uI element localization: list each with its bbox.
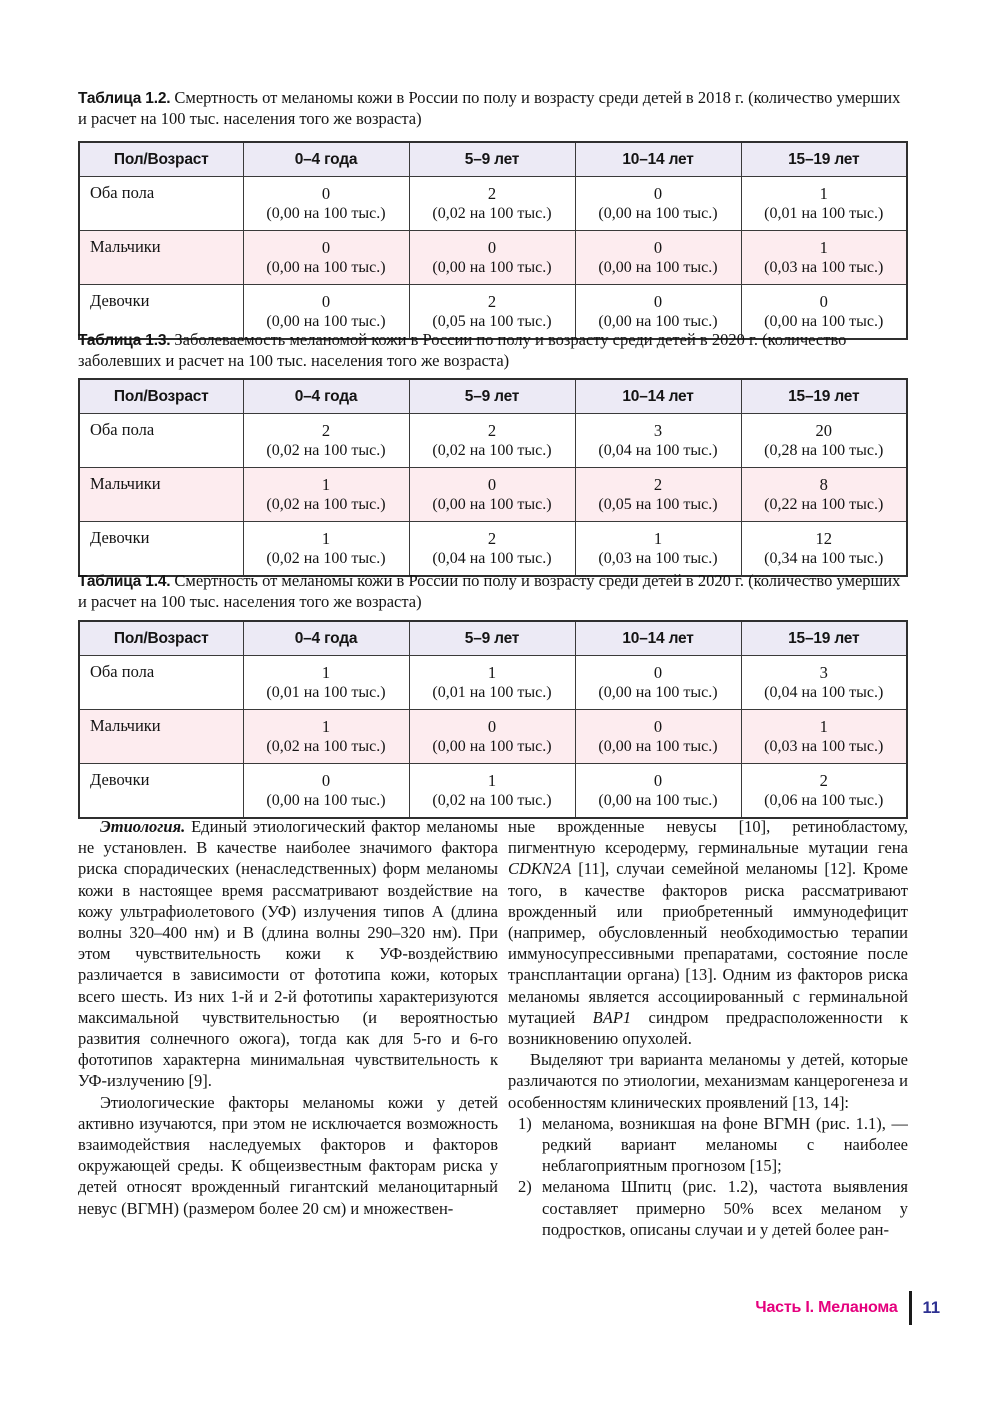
table-row xyxy=(79,764,907,819)
gene-cdkn2a: CDKN2A xyxy=(508,859,572,879)
cell-rate: (0,04 на 100 тыс.) xyxy=(764,683,884,701)
table-cell xyxy=(243,656,409,710)
cell-count: 8 xyxy=(819,474,828,494)
table-cell xyxy=(741,522,907,577)
column-header: 15–19 лет xyxy=(741,142,907,177)
table-row xyxy=(79,414,907,468)
table-header-row xyxy=(79,142,907,177)
row-label: Девочки xyxy=(79,285,243,340)
row-label: Оба пола xyxy=(79,177,243,231)
cell-count: 1 xyxy=(321,716,331,736)
column-header: 5–9 лет xyxy=(409,379,575,414)
cell-count: 0 xyxy=(653,770,663,790)
table-cell xyxy=(575,656,741,710)
table-cell xyxy=(575,414,741,468)
cell-count: 1 xyxy=(819,716,828,736)
cell-count: 0 xyxy=(819,291,828,311)
cell-rate: (0,02 на 100 тыс.) xyxy=(266,495,386,513)
melanoma-variants-list xyxy=(508,1113,908,1240)
list-item-text: меланома Шпитц (рис. 1.2), частота выявления составляет примерно 50% всех меланом у подростков, описаны случаи и у детей более ран- xyxy=(542,1177,908,1239)
table-cell xyxy=(741,468,907,522)
list-item-number: 2) xyxy=(518,1177,532,1197)
table-cell xyxy=(243,177,409,231)
cell-count: 2 xyxy=(819,770,828,790)
cell-rate: (0,03 на 100 тыс.) xyxy=(764,258,884,276)
list-item-number: 1) xyxy=(518,1113,532,1133)
paragraph-factors-continued xyxy=(508,816,908,1049)
table-1-4-caption xyxy=(78,571,910,611)
cell-count: 1 xyxy=(653,528,663,548)
table-cell xyxy=(243,468,409,522)
column-header: 5–9 лет xyxy=(409,142,575,177)
cell-rate: (0,04 на 100 тыс.) xyxy=(432,549,552,567)
cell-count: 0 xyxy=(487,237,497,257)
footer-section-label: Часть I. Меланома xyxy=(755,1299,898,1316)
table-cell xyxy=(741,414,907,468)
cell-rate: (0,00 на 100 тыс.) xyxy=(598,312,718,330)
table-header-row xyxy=(79,621,907,656)
cell-count: 0 xyxy=(653,291,663,311)
table-cell xyxy=(409,414,575,468)
column-header: 10–14 лет xyxy=(575,379,741,414)
cell-count: 1 xyxy=(819,183,828,203)
table-cell xyxy=(409,522,575,577)
table-cell xyxy=(243,710,409,764)
cell-rate: (0,22 на 100 тыс.) xyxy=(764,495,884,513)
table-cell xyxy=(741,710,907,764)
cell-rate: (0,02 на 100 тыс.) xyxy=(432,791,552,809)
cell-rate: (0,02 на 100 тыс.) xyxy=(266,441,386,459)
cell-rate: (0,00 на 100 тыс.) xyxy=(266,204,386,222)
table-cell xyxy=(575,231,741,285)
column-header: Пол/Возраст xyxy=(79,621,243,656)
page-number: 11 xyxy=(922,1298,940,1317)
column-header: 0–4 года xyxy=(243,142,409,177)
table-1-4-caption-text: Смертность от меланомы кожи в России по полу и возрасту среди детей в 2020 г. (количество умерших и расчет на 100 тыс. населения того же возраста) xyxy=(78,571,901,611)
gene-bap1: BAP1 xyxy=(592,1007,632,1027)
footer-divider xyxy=(909,1291,912,1325)
cell-count: 0 xyxy=(653,662,663,682)
table-row xyxy=(79,177,907,231)
cell-rate: (0,00 на 100 тыс.) xyxy=(266,258,386,276)
list-item xyxy=(508,1176,908,1240)
text-column-left xyxy=(78,816,498,1290)
table-1-3 xyxy=(78,378,908,577)
cell-count: 1 xyxy=(321,474,331,494)
row-label: Девочки xyxy=(79,522,243,577)
table-row-highlighted xyxy=(79,710,907,764)
cell-count: 1 xyxy=(819,237,828,257)
cell-count: 2 xyxy=(487,291,497,311)
table-cell xyxy=(741,231,907,285)
cell-count: 2 xyxy=(653,474,663,494)
cell-count: 1 xyxy=(487,662,497,682)
table-cell xyxy=(409,710,575,764)
cell-rate: (0,01 на 100 тыс.) xyxy=(764,204,884,222)
table-1-3-caption xyxy=(78,330,910,370)
etiology-lead: Этиология. xyxy=(100,817,186,836)
table-1-3-caption-text: Заболеваемость меланомой кожи в России по полу и возрасту среди детей в 2020 г. (количество заболевших и расчет на 100 тыс. населения того же возраста) xyxy=(78,330,847,370)
factors-text: синдром предрасположенности к возникновению опухолей. xyxy=(508,1007,908,1049)
list-item-text: меланома, возникшая на фоне ВГМН (рис. 1.1), — редкий вариант меланомы с наиболее неблагоприятным прогнозом [15]; xyxy=(542,1113,908,1176)
row-label: Мальчики xyxy=(79,468,243,522)
cell-count: 1 xyxy=(321,662,331,682)
cell-count: 0 xyxy=(487,474,497,494)
cell-count: 3 xyxy=(653,420,663,440)
cell-rate: (0,00 на 100 тыс.) xyxy=(598,737,718,755)
cell-rate: (0,00 на 100 тыс.) xyxy=(598,683,718,701)
cell-rate: (0,05 на 100 тыс.) xyxy=(598,495,718,513)
table-1-3-caption-label: Таблица 1.3. xyxy=(78,332,171,349)
paragraph-factors: Этиологические факторы меланомы кожи у детей активно изучаются, при этом не исключается возможность взаимодействия наследуемых факторов и факторов окружающей среды. К общеизвестным факторам риска у детей относят врожденный гигантский меланоцитарный невус (ВГМН) (размером более 20 см) и множествен- xyxy=(78,1092,498,1218)
table-cell xyxy=(575,764,741,819)
column-header: 5–9 лет xyxy=(409,621,575,656)
cell-rate: (0,02 на 100 тыс.) xyxy=(266,737,386,755)
cell-count: 2 xyxy=(321,420,331,440)
table-1-2-caption xyxy=(78,88,910,128)
cell-count: 1 xyxy=(487,770,497,790)
cell-rate: (0,00 на 100 тыс.) xyxy=(432,495,552,513)
cell-rate: (0,01 на 100 тыс.) xyxy=(432,683,552,701)
column-header: 10–14 лет xyxy=(575,621,741,656)
cell-rate: (0,04 на 100 тыс.) xyxy=(598,441,718,459)
cell-count: 0 xyxy=(487,716,497,736)
column-header: 15–19 лет xyxy=(741,621,907,656)
table-cell xyxy=(575,710,741,764)
column-header: 15–19 лет xyxy=(741,379,907,414)
cell-rate: (0,00 на 100 тыс.) xyxy=(432,737,552,755)
column-header: Пол/Возраст xyxy=(79,142,243,177)
table-1-4-caption-label: Таблица 1.4. xyxy=(78,573,171,590)
table-1-2 xyxy=(78,141,908,340)
cell-rate: (0,00 на 100 тыс.) xyxy=(598,791,718,809)
factors-text: [11], случаи семейной меланомы [12]. Кроме того, в качестве факторов риска рассматривают врожденный или приобретенный иммунодефицит (например, обусловленный необходимостью терапии иммуносупрессивными препаратами, состояние после трансплантации органа) [13]. Одним из факторов риска меланомы является ассоциированный с герминальной мутацией xyxy=(508,859,908,1027)
table-1-4 xyxy=(78,620,908,819)
cell-rate: (0,02 на 100 тыс.) xyxy=(266,549,386,567)
column-header: 0–4 года xyxy=(243,621,409,656)
table-row-highlighted xyxy=(79,231,907,285)
cell-count: 0 xyxy=(321,237,331,257)
etiology-text: Единый этиологический фактор меланомы не установлен. В качестве наиболее значимого фактора риска спорадических (ненаследственных) форм меланомы кожи в настоящее время рассматривают воздействие на кожу ультрафиолетового (УФ) излучения типов А (длина волны 320–400 нм) и В (длина волны 290–320 нм). При этом чувствительность кожи к УФ-воздействию различается в зависимости от фототипа кожи, которых всего шесть. Из них 1-й и 2-й фототипы характеризуются максимальной чувствительностью (и вероятностью развития солнечного ожога), тогда как для 5-го и 6-го фототипов характерна минимальная чувствительность к УФ-излучению [9]. xyxy=(78,817,498,1091)
article-body xyxy=(78,816,908,1290)
table-cell xyxy=(409,177,575,231)
cell-count: 2 xyxy=(487,183,497,203)
row-label: Оба пола xyxy=(79,656,243,710)
cell-rate: (0,00 на 100 тыс.) xyxy=(598,258,718,276)
cell-count: 0 xyxy=(321,770,331,790)
table-row-highlighted xyxy=(79,468,907,522)
table-cell xyxy=(243,231,409,285)
paragraph-variants: Выделяют три варианта меланомы у детей, которые различаются по этиологии, механизмам канцерогенеза и особенностям клинических проявлений [13, 14]: xyxy=(508,1050,908,1112)
row-label: Мальчики xyxy=(79,710,243,764)
cell-rate: (0,03 на 100 тыс.) xyxy=(764,737,884,755)
cell-count: 2 xyxy=(487,528,497,548)
table-header-row xyxy=(79,379,907,414)
table-cell xyxy=(741,656,907,710)
table-row xyxy=(79,522,907,577)
cell-rate: (0,02 на 100 тыс.) xyxy=(432,204,552,222)
cell-count: 12 xyxy=(815,528,832,548)
table-cell xyxy=(575,468,741,522)
cell-rate: (0,28 на 100 тыс.) xyxy=(764,441,884,459)
table-cell xyxy=(243,414,409,468)
cell-rate: (0,00 на 100 тыс.) xyxy=(432,258,552,276)
table-1-2-caption-text: Смертность от меланомы кожи в России по полу и возрасту среди детей в 2018 г. (количество умерших и расчет на 100 тыс. населения того же возраста) xyxy=(78,88,901,128)
column-header: 10–14 лет xyxy=(575,142,741,177)
cell-rate: (0,02 на 100 тыс.) xyxy=(432,441,552,459)
cell-rate: (0,05 на 100 тыс.) xyxy=(432,312,552,330)
cell-count: 0 xyxy=(321,291,331,311)
table-cell xyxy=(575,177,741,231)
list-item xyxy=(508,1113,908,1177)
cell-rate: (0,01 на 100 тыс.) xyxy=(266,683,386,701)
table-cell xyxy=(409,656,575,710)
factors-text: ные врожденные невусы [10], ретинобластому, пигментную ксеродерму, герминальные мутации гена xyxy=(508,817,908,858)
cell-count: 20 xyxy=(815,420,832,440)
row-label: Оба пола xyxy=(79,414,243,468)
cell-count: 0 xyxy=(321,183,331,203)
table-cell xyxy=(575,522,741,577)
cell-rate: (0,00 на 100 тыс.) xyxy=(598,204,718,222)
cell-count: 2 xyxy=(487,420,497,440)
table-cell xyxy=(741,177,907,231)
table-cell xyxy=(409,468,575,522)
row-label: Мальчики xyxy=(79,231,243,285)
cell-rate: (0,00 на 100 тыс.) xyxy=(764,312,884,330)
table-cell xyxy=(409,231,575,285)
cell-rate: (0,06 на 100 тыс.) xyxy=(764,791,884,809)
page-footer xyxy=(755,1290,940,1326)
cell-rate: (0,34 на 100 тыс.) xyxy=(764,549,884,567)
table-row xyxy=(79,656,907,710)
table-cell xyxy=(243,764,409,819)
table-cell xyxy=(741,764,907,819)
column-header: Пол/Возраст xyxy=(79,379,243,414)
cell-count: 3 xyxy=(819,662,828,682)
cell-count: 0 xyxy=(653,237,663,257)
cell-count: 0 xyxy=(653,716,663,736)
table-1-2-caption-label: Таблица 1.2. xyxy=(78,90,171,107)
cell-rate: (0,03 на 100 тыс.) xyxy=(598,549,718,567)
row-label: Девочки xyxy=(79,764,243,819)
cell-count: 0 xyxy=(653,183,663,203)
table-cell xyxy=(243,522,409,577)
cell-rate: (0,00 на 100 тыс.) xyxy=(266,791,386,809)
text-column-right xyxy=(508,816,908,1290)
column-header: 0–4 года xyxy=(243,379,409,414)
cell-rate: (0,00 на 100 тыс.) xyxy=(266,312,386,330)
paragraph-etiology xyxy=(78,816,498,1092)
table-cell xyxy=(409,764,575,819)
cell-count: 1 xyxy=(321,528,331,548)
